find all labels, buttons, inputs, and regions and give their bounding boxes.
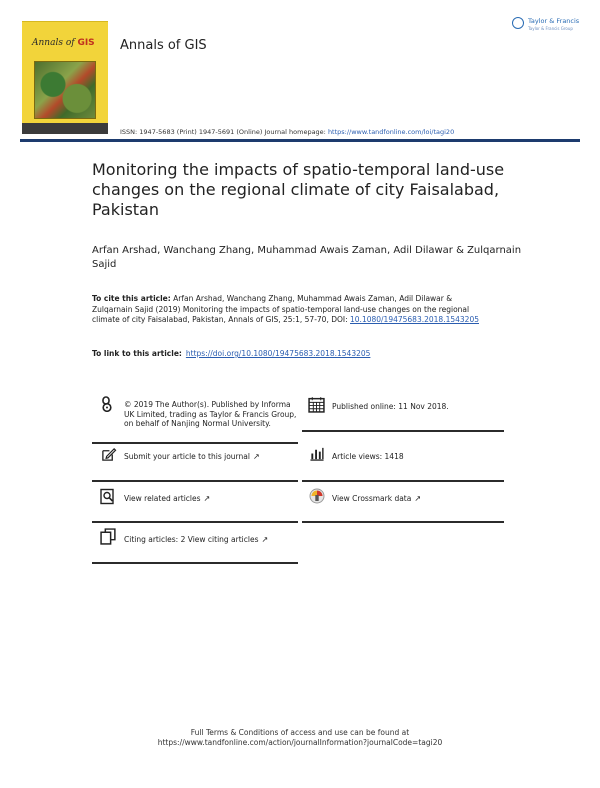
citing-articles-icon: [100, 528, 117, 549]
grid-divider: [92, 442, 298, 444]
header-divider: [20, 139, 580, 142]
crossmark-icon: [309, 488, 325, 508]
article-views-bar-chart-icon: [308, 446, 326, 465]
related-articles-search-icon: [100, 488, 116, 509]
citing-articles-label: Citing articles: 2 View citing articles: [124, 535, 259, 544]
submit-pen-icon: [100, 447, 117, 466]
cover-map-image: [34, 61, 96, 119]
citation-block: [92, 294, 492, 326]
grid-divider: [92, 562, 298, 564]
grid-divider: [92, 480, 298, 482]
issn-line: [120, 128, 454, 136]
related-articles-label: View related articles: [124, 494, 201, 503]
publisher-logo: [512, 17, 582, 37]
cover-title-highlight: GIS: [77, 38, 95, 48]
cover-top-bar: [22, 16, 108, 22]
view-crossmark-link[interactable]: [332, 494, 421, 504]
citing-articles-link[interactable]: [124, 535, 268, 545]
submit-article-label: Submit your article to this journal: [124, 452, 250, 461]
publisher-logo-text: Taylor & Francis: [528, 17, 580, 25]
cover-bottom-bar: [22, 123, 108, 134]
copyright-statement: © 2019 The Author(s). Published by Informa UK Limited, trading as Taylor & Francis Group, on behalf of Nanjing Normal University.: [124, 400, 297, 428]
cover-title: [32, 38, 95, 48]
footer: [0, 728, 600, 748]
publisher-logo-icon: [512, 17, 524, 29]
external-link-icon: ↗: [414, 494, 422, 503]
publisher-logo-subtext: Taylor & Francis Group: [528, 26, 573, 31]
grid-divider: [302, 480, 504, 482]
calendar-icon: [308, 396, 325, 417]
grid-divider: [92, 521, 298, 523]
journal-name: Annals of GIS: [120, 38, 207, 53]
cite-doi-link[interactable]: 10.1080/19475683.2018.1543205: [350, 315, 479, 324]
cite-text: Arfan Arshad, Wanchang Zhang, Muhammad Awais Zaman, Adil Dilawar & Zulqarnain Sajid (2019) Monitoring the impacts of spatio-temporal land-use changes on the regional climate of city Faisalabad, Pakistan, Annals of GIS, 25:1, 57-70, DOI:: [92, 294, 470, 324]
article-authors: Arfan Arshad, Wanchang Zhang, Muhammad Awais Zaman, Adil Dilawar & Zulqarnain Sajid: [92, 245, 522, 270]
grid-divider: [302, 521, 504, 523]
view-related-articles-link[interactable]: [124, 494, 210, 504]
external-link-icon: ↗: [252, 452, 260, 461]
crossmark-label: View Crossmark data: [332, 494, 412, 503]
footer-terms-text: Full Terms & Conditions of access and use can be found at: [190, 728, 410, 737]
external-link-icon: ↗: [261, 535, 269, 544]
open-access-icon: [100, 396, 116, 416]
link-label: To link to this article:: [92, 349, 182, 358]
grid-divider: [302, 430, 504, 432]
link-line: [92, 349, 370, 358]
journal-homepage-link[interactable]: https://www.tandfonline.com/loi/tagi20: [327, 128, 455, 136]
footer-terms-link[interactable]: https://www.tandfonline.com/action/journalInformation?journalCode=tagi20: [157, 738, 443, 747]
published-online-date: Published online: 11 Nov 2018.: [332, 402, 449, 411]
issn-text: ISSN: 1947-5683 (Print) 1947-5691 (Online) Journal homepage:: [120, 128, 328, 136]
article-doi-link[interactable]: https://doi.org/10.1080/19475683.2018.1543205: [185, 349, 371, 358]
cover-title-prefix: Annals of: [32, 38, 78, 48]
submit-article-link[interactable]: [124, 452, 260, 462]
article-title: Monitoring the impacts of spatio-temporal land-use changes on the regional climate of city Faisalabad, Pakistan: [92, 160, 505, 219]
journal-cover: [22, 16, 108, 134]
article-views-count: Article views: 1418: [332, 452, 404, 461]
cite-label: To cite this article:: [92, 294, 171, 303]
external-link-icon: ↗: [203, 494, 211, 503]
